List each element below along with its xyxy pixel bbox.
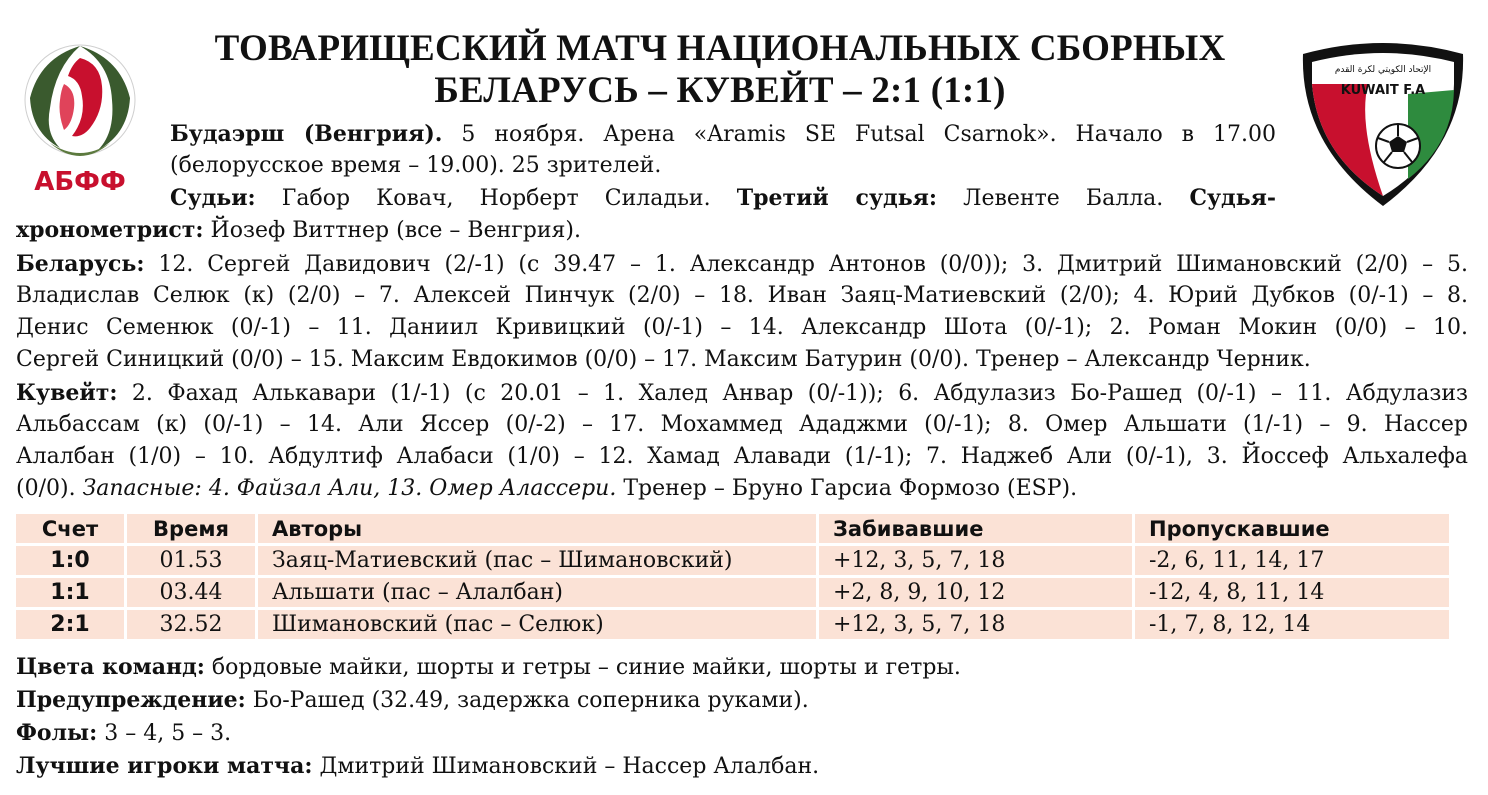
kuwait-coach: Тренер – Бруно Гарсиа Формозо (ESP). bbox=[616, 476, 1078, 501]
kuwait-logo-text: KUWAIT F.A bbox=[1340, 83, 1426, 98]
goal-score: 1:1 bbox=[16, 577, 126, 609]
belarus-lineup-line-1 bbox=[16, 248, 1468, 281]
warning-text: Бо-Рашед (32.49, задержка соперника руками). bbox=[245, 688, 809, 713]
venue-text: 5 ноября. Арена «Aramis SE Futsal Csarnok». Начало в 17.00 bbox=[442, 122, 1276, 147]
belarus-lineup-line-4: Сергей Синицкий (0/0) – 15. Максим Евдокимов (0/0) – 17. Максим Батурин (0/0). Тренер – Александр Черник. bbox=[16, 347, 1311, 372]
header-authors: Авторы bbox=[257, 514, 818, 545]
best-players-text: Дмитрий Шимановский – Нассер Алалбан. bbox=[312, 754, 820, 779]
fouls-label: Фолы: bbox=[16, 720, 98, 746]
kuwait-text-4a: (0/0). bbox=[16, 476, 83, 501]
header-score: Счет bbox=[16, 514, 126, 545]
goal-score: 1:0 bbox=[16, 545, 126, 577]
kuwait-substitutes: Запасные: 4. Файзал Али, 13. Омер Алассери. bbox=[82, 476, 617, 501]
kuwait-lineup-line-4 bbox=[16, 473, 1468, 505]
table-row bbox=[16, 609, 1451, 641]
header-scored: Забивавшие bbox=[818, 514, 1134, 545]
abff-logo-text: АБФФ bbox=[34, 167, 126, 197]
belarus-text-1: 12. Сергей Давидович (2/-1) (с 39.47 – 1. Александр Антонов (0/0)); 3. Дмитрий Шимановский (2/0) – 5. bbox=[144, 252, 1468, 277]
header-time: Время bbox=[126, 514, 257, 545]
fouls-line bbox=[16, 717, 1468, 750]
table-row bbox=[16, 577, 1451, 609]
team-colors-line bbox=[16, 651, 1468, 684]
referees-text: Габор Ковач, Норберт Силадьи. bbox=[255, 186, 737, 211]
belarus-lineup-line-2: Владислав Селюк (к) (2/0) – 7. Алексей Пинчук (2/0) – 18. Иван Заяц-Матиевский (2/0); 4. Юрий Дубков (0/-1) – 8. bbox=[16, 283, 1468, 308]
timekeeper-label-2: хронометрист: bbox=[16, 217, 204, 243]
timekeeper-label-1: Судья- bbox=[1189, 185, 1277, 211]
page-title bbox=[150, 28, 1290, 112]
belarus-label: Беларусь: bbox=[16, 251, 145, 277]
kuwait-crest-icon bbox=[1298, 34, 1468, 209]
goal-scored: +2, 8, 9, 10, 12 bbox=[818, 577, 1134, 609]
header-conceded: Пропускавшие bbox=[1134, 514, 1451, 545]
warning-line bbox=[16, 684, 1468, 717]
kuwait-label: Кувейт: bbox=[16, 380, 118, 406]
goal-authors: Шимановский (пас – Селюк) bbox=[257, 609, 818, 641]
warning-label: Предупреждение: bbox=[16, 687, 246, 713]
team-colors-text: бордовые майки, шорты и гетры – синие майки, шорты и гетры. bbox=[204, 655, 961, 680]
referees-line bbox=[170, 182, 1276, 215]
belarus-lineup-line-3: Денис Семенюк (0/-1) – 11. Даниил Кривицкий (0/-1) – 14. Александр Шота (0/-1); 2. Роман Мокин (0/0) – 10. bbox=[16, 315, 1468, 340]
kuwait-lineup-line-1 bbox=[16, 377, 1468, 410]
third-referee-label: Третий судья: bbox=[736, 185, 938, 211]
kuwait-lineup-line-2: Альбассам (к) (0/-1) – 14. Али Яссер (0/-2) – 17. Мохаммед Ададжми (0/-1); 8. Омер Альшати (1/-1) – 9. Нассер bbox=[16, 412, 1468, 437]
venue-line-2: (белорусское время – 19.00). 25 зрителей. bbox=[170, 153, 662, 178]
goals-table bbox=[16, 514, 1452, 642]
best-players-label: Лучшие игроки матча: bbox=[16, 753, 313, 779]
timekeeper-text: Йозеф Виттнер (все – Венгрия). bbox=[203, 218, 582, 243]
best-players-line bbox=[16, 750, 1468, 783]
venue-line-1 bbox=[170, 118, 1276, 151]
kuwait-fa-crest bbox=[1298, 34, 1468, 209]
kuwait-arabic-text: الإتحاد الكويتي لكرة القدم bbox=[1334, 65, 1432, 75]
kuwait-lineup-line-3: Алалбан (1/0) – 10. Абдултиф Алабаси (1/0) – 12. Хамад Алавади (1/-1); 7. Наджеб Али (0/-1), 3. Йоссеф Альхалефа bbox=[16, 444, 1468, 469]
belarus-football-federation-logo bbox=[20, 38, 140, 198]
goal-time: 32.52 bbox=[126, 609, 257, 641]
third-referee-text: Левенте Балла. bbox=[937, 186, 1190, 211]
goal-scored: +12, 3, 5, 7, 18 bbox=[818, 609, 1134, 641]
goal-conceded: -12, 4, 8, 11, 14 bbox=[1134, 577, 1451, 609]
goal-score: 2:1 bbox=[16, 609, 126, 641]
goal-authors: Альшати (пас – Алалбан) bbox=[257, 577, 818, 609]
referees-label: Судьи: bbox=[170, 185, 256, 211]
title-line-2: БЕЛАРУСЬ – КУВЕЙТ – 2:1 (1:1) bbox=[434, 70, 1006, 111]
goals-table-header bbox=[16, 514, 1451, 545]
timekeeper-line bbox=[16, 214, 1456, 247]
abff-emblem-icon bbox=[20, 38, 140, 198]
venue-label: Будаэрш (Венгрия). bbox=[170, 121, 443, 147]
kuwait-text-1: 2. Фахад Алькавари (1/-1) (с 20.01 – 1. Халед Анвар (0/-1)); 6. Абдулазиз Бо-Рашед (0/-1) – 11. Абдулазиз bbox=[117, 381, 1468, 406]
title-line-1: ТОВАРИЩЕСКИЙ МАТЧ НАЦИОНАЛЬНЫХ СБОРНЫХ bbox=[214, 28, 1226, 69]
goal-authors: Заяц-Матиевский (пас – Шимановский) bbox=[257, 545, 818, 577]
fouls-text: 3 – 4, 5 – 3. bbox=[97, 721, 232, 746]
goal-conceded: -1, 7, 8, 12, 14 bbox=[1134, 609, 1451, 641]
goal-time: 03.44 bbox=[126, 577, 257, 609]
goal-scored: +12, 3, 5, 7, 18 bbox=[818, 545, 1134, 577]
goal-time: 01.53 bbox=[126, 545, 257, 577]
team-colors-label: Цвета команд: bbox=[16, 654, 205, 680]
table-row bbox=[16, 545, 1451, 577]
goal-conceded: -2, 6, 11, 14, 17 bbox=[1134, 545, 1451, 577]
